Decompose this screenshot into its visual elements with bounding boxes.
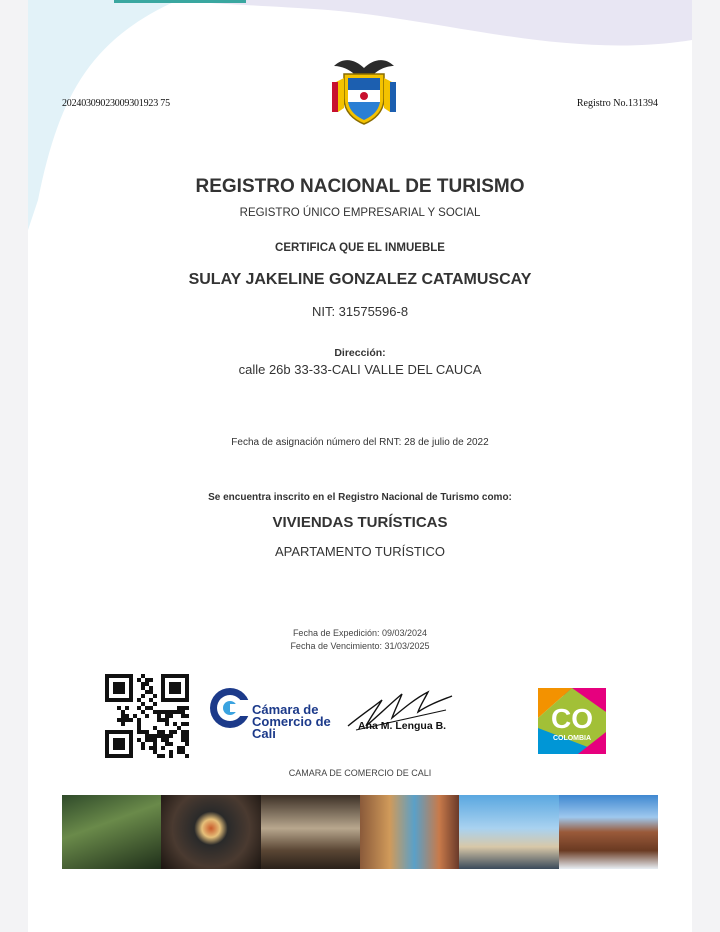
camara-footer-text: CAMARA DE COMERCIO DE CALI (288, 768, 432, 778)
qr-code[interactable] (105, 674, 189, 758)
colombia-brand-logo-icon (538, 688, 606, 754)
registro-number: Registro No.131394 (576, 98, 658, 109)
co-logo-subtext: COLOMBIA (552, 735, 592, 742)
rnt-assignment-date: Fecha de asignación número del RNT: 28 de julio de 2022 (231, 437, 489, 448)
camara-logo-line: Cámara de (252, 702, 319, 717)
photo-condor-bird (161, 795, 260, 869)
tourism-subcategory: APARTAMENTO TURÍSTICO (275, 544, 445, 559)
tourism-category: VIVIENDAS TURÍSTICAS (272, 514, 448, 531)
nit-number: NIT: 31575596-8 (311, 304, 409, 319)
co-logo-text: CO (551, 703, 593, 734)
tourism-photo-strip (62, 795, 658, 869)
direccion-value: calle 26b 33-33-CALI VALLE DEL CAUCA (238, 362, 482, 377)
camara-comercio-logo-text (252, 704, 331, 740)
certificate-page (28, 0, 692, 932)
camara-logo-line: Comercio de (252, 714, 331, 729)
owner-name: SULAY JAKELINE GONZALEZ CATAMUSCAY (188, 271, 532, 288)
direccion-label: Dirección: (334, 347, 386, 359)
document-title: REGISTRO NACIONAL DE TURISMO (195, 176, 525, 197)
colombia-coat-of-arms-icon (328, 52, 400, 128)
camara-logo-line: Cali (252, 726, 276, 741)
certifica-statement: CERTIFICA QUE EL INMUEBLE (275, 242, 445, 254)
document-subtitle: REGISTRO ÚNICO EMPRESARIAL Y SOCIAL (239, 207, 481, 219)
signer-name: Ana M. Lengua B. (358, 720, 447, 732)
photo-colonial-street (360, 795, 459, 869)
photo-rock-mountain (559, 795, 658, 869)
photo-forest (62, 795, 161, 869)
fecha-expedicion: Fecha de Expedición: 09/03/2024 (292, 628, 428, 638)
photo-dancers (261, 795, 360, 869)
inscrito-statement: Se encuentra inscrito en el Registro Nacional de Turismo como: (208, 492, 512, 503)
fecha-vencimiento: Fecha de Vencimiento: 31/03/2025 (290, 641, 430, 651)
background-wave-decoration (28, 0, 692, 260)
photo-plaza-building (459, 795, 558, 869)
registration-code: 20240309023009301923 75 (62, 98, 170, 109)
